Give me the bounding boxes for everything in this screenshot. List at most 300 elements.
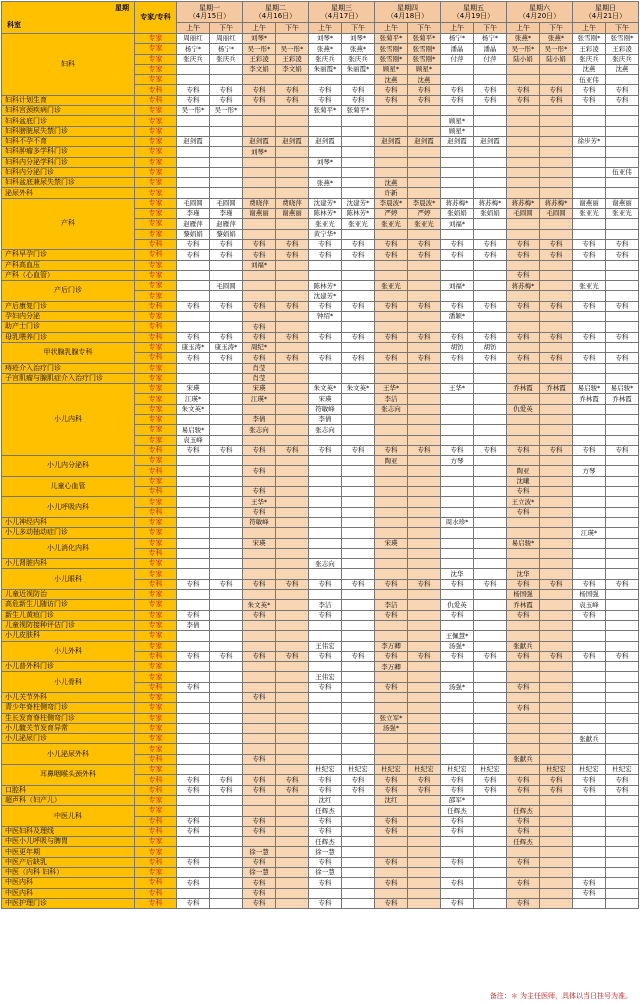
schedule-cell [507,414,540,424]
schedule-cell: 专科 [309,785,342,795]
schedule-cell: 胡钫 [474,342,507,352]
schedule-cell [276,672,309,682]
clinic-type: 专家 [135,795,177,805]
schedule-cell [474,641,507,651]
schedule-cell: 专科 [375,239,408,249]
schedule-cell: 张雪刚* [606,34,639,44]
schedule-cell [507,188,540,198]
schedule-cell [606,291,639,301]
schedule-cell [342,291,375,301]
schedule-cell: 专科 [507,95,540,105]
schedule-cell: 张庆兵 [210,54,243,64]
schedule-cell [408,373,441,383]
schedule-cell [276,548,309,558]
schedule-cell: 专科 [243,239,276,249]
clinic-type: 专家 [135,147,177,157]
schedule-cell: 专科 [474,332,507,342]
schedule-cell: 潘晶 [474,44,507,54]
schedule-cell: 专科 [474,250,507,260]
schedule-cell [342,188,375,198]
schedule-cell: 付萍 [441,54,474,64]
schedule-cell: 专科 [573,888,606,898]
schedule-cell [375,754,408,764]
department-name: 小儿神经内科 [2,517,135,527]
schedule-cell [474,260,507,270]
clinic-type: 专家 [135,404,177,414]
department-name: 中医更年期 [2,847,135,857]
schedule-cell [507,260,540,270]
schedule-cell [342,723,375,733]
schedule-cell [276,260,309,270]
table-row [2,600,639,610]
schedule-cell: 专科 [342,332,375,342]
schedule-cell: 毛圆圆 [210,281,243,291]
schedule-cell: 专科 [507,332,540,342]
schedule-cell: 专科 [474,85,507,95]
schedule-cell [342,312,375,322]
schedule-cell [606,373,639,383]
schedule-cell: 任辉杰 [309,837,342,847]
table-row [2,270,639,280]
schedule-cell: 张亚光 [573,209,606,219]
schedule-cell [177,806,210,816]
schedule-cell [606,281,639,291]
schedule-cell [177,744,210,754]
schedule-cell [276,898,309,908]
schedule-cell: 专科 [441,332,474,342]
schedule-cell [474,394,507,404]
schedule-cell [342,229,375,239]
schedule-cell: 方琴 [441,456,474,466]
schedule-cell [573,167,606,177]
schedule-cell: 专科 [243,95,276,105]
schedule-cell: 徐步芳* [573,136,606,146]
schedule-cell [540,754,573,764]
schedule-cell [342,363,375,373]
schedule-cell [606,312,639,322]
schedule-cell [408,703,441,713]
clinic-type: 专家 [135,44,177,54]
schedule-cell: 专科 [573,353,606,363]
schedule-cell [309,590,342,600]
table-row [2,806,639,816]
schedule-cell [210,682,243,692]
schedule-cell [606,517,639,527]
schedule-cell [243,682,276,692]
schedule-cell: 专科 [177,610,210,620]
schedule-cell [375,517,408,527]
schedule-cell [276,559,309,569]
schedule-cell: 张庆兵 [309,54,342,64]
schedule-cell [276,373,309,383]
department-name: 产科高血压 [2,260,135,270]
corner-dept-label: 科室 [7,21,21,29]
schedule-cell [342,548,375,558]
schedule-cell [606,229,639,239]
schedule-cell [408,312,441,322]
schedule-cell: 专科 [243,507,276,517]
schedule-cell [342,826,375,836]
schedule-cell: 易启骏* [606,384,639,394]
schedule-cell: 专科 [177,353,210,363]
schedule-cell [210,373,243,383]
schedule-cell: 蒋苏梅* [474,198,507,208]
department-name: 儿童近视防治 [2,590,135,600]
schedule-cell [177,538,210,548]
type-column-header: 专家/专科 [135,2,177,34]
schedule-cell [408,795,441,805]
clinic-type: 专家 [135,559,177,569]
department-name: 青少年脊柱侧弯门诊 [2,703,135,713]
schedule-cell: 张娟娟 [441,209,474,219]
schedule-cell [606,744,639,754]
schedule-cell: 王彩凌 [606,44,639,54]
schedule-cell [474,754,507,764]
schedule-cell: 谢燕丽 [606,198,639,208]
schedule-cell [309,373,342,383]
schedule-cell: 专科 [177,898,210,908]
schedule-cell [573,106,606,116]
schedule-cell [507,373,540,383]
schedule-cell [342,75,375,85]
schedule-cell: 杨国强 [507,590,540,600]
schedule-cell [309,497,342,507]
table-row [2,34,639,44]
schedule-cell [408,157,441,167]
schedule-cell [474,806,507,816]
schedule-cell [375,734,408,744]
schedule-cell [408,322,441,332]
schedule-cell [210,466,243,476]
schedule-cell [474,507,507,517]
clinic-type: 专科 [135,332,177,342]
table-row [2,590,639,600]
clinic-type: 专科 [135,826,177,836]
table-row [2,559,639,569]
schedule-cell [507,528,540,538]
schedule-cell [243,270,276,280]
schedule-cell [375,229,408,239]
schedule-cell [276,106,309,116]
schedule-cell [606,178,639,188]
department-name: 中医内科 [2,888,135,898]
schedule-cell: 专科 [243,332,276,342]
schedule-cell: 专科 [243,857,276,867]
schedule-cell [309,744,342,754]
schedule-cell [507,106,540,116]
schedule-cell [441,487,474,497]
schedule-cell [441,734,474,744]
schedule-cell [540,878,573,888]
department-name: 孕妇内分泌 [2,312,135,322]
schedule-cell [606,363,639,373]
schedule-cell [342,466,375,476]
schedule-cell: 专科 [177,445,210,455]
schedule-cell [573,631,606,641]
schedule-cell [573,538,606,548]
table-row [2,178,639,188]
schedule-cell: 杨宁* [177,44,210,54]
schedule-cell [276,414,309,424]
schedule-cell: 顾星* [441,116,474,126]
schedule-cell [540,590,573,600]
department-name: 高危新生儿随访门诊 [2,600,135,610]
schedule-cell [177,765,210,775]
schedule-cell: 专科 [342,301,375,311]
clinic-type: 专科 [135,466,177,476]
schedule-cell [309,888,342,898]
schedule-cell: 专科 [243,466,276,476]
schedule-cell [540,806,573,816]
schedule-cell [276,662,309,672]
schedule-cell: 陶亚 [375,456,408,466]
schedule-cell: 专科 [210,95,243,105]
schedule-cell: 专科 [474,95,507,105]
schedule-cell [309,270,342,280]
schedule-cell: 赵剑霞 [375,136,408,146]
schedule-cell: 蒋苏梅* [507,281,540,291]
schedule-cell: 专科 [276,85,309,95]
schedule-cell [342,754,375,764]
schedule-cell [507,631,540,641]
schedule-cell: 赵雁萍 [210,219,243,229]
schedule-cell [540,394,573,404]
schedule-cell [408,548,441,558]
schedule-cell [540,404,573,414]
schedule-cell [177,414,210,424]
day-name: 星期五 [463,3,484,12]
schedule-cell: 专科 [507,857,540,867]
schedule-cell [276,75,309,85]
schedule-cell [573,847,606,857]
schedule-cell [606,826,639,836]
table-row [2,888,639,898]
schedule-cell [243,456,276,466]
schedule-cell [342,507,375,517]
schedule-cell [342,538,375,548]
schedule-cell [507,178,540,188]
schedule-cell [540,610,573,620]
schedule-cell [276,456,309,466]
schedule-cell [606,847,639,857]
schedule-cell: 专科 [375,651,408,661]
schedule-cell: 沈燕 [375,178,408,188]
schedule-cell: 任辉杰 [441,806,474,816]
schedule-cell [540,569,573,579]
schedule-cell [243,559,276,569]
schedule-cell: 谢燕丽 [276,209,309,219]
schedule-cell [507,734,540,744]
schedule-cell: 专科 [540,250,573,260]
schedule-cell [507,126,540,136]
schedule-cell: 专科 [276,239,309,249]
department-name: 妇科内分泌学科门诊 [2,157,135,167]
schedule-cell [375,414,408,424]
am-header: 上午 [309,23,342,34]
schedule-cell [309,75,342,85]
clinic-type: 专家 [135,281,177,291]
schedule-cell: 专科 [342,579,375,589]
schedule-cell: 专科 [243,816,276,826]
schedule-cell: 专科 [507,487,540,497]
schedule-cell: 专科 [243,610,276,620]
schedule-cell [210,765,243,775]
schedule-cell: 伍亚伟 [573,75,606,85]
schedule-cell: 易启骏* [177,425,210,435]
schedule-cell: 乔林霞 [507,384,540,394]
clinic-type: 专科 [135,754,177,764]
schedule-cell [276,620,309,630]
department-name: 中医内科 [2,878,135,888]
schedule-cell: 王立波* [507,497,540,507]
schedule-cell [573,868,606,878]
schedule-cell [177,703,210,713]
schedule-cell: 乔林霞 [606,394,639,404]
schedule-cell: 李倩 [177,620,210,630]
schedule-cell [540,136,573,146]
schedule-cell [243,528,276,538]
schedule-cell: 张雪刚* [408,54,441,64]
schedule-cell [441,178,474,188]
schedule-cell: 朱文英* [177,404,210,414]
schedule-cell [177,590,210,600]
schedule-cell [441,64,474,74]
table-row [2,610,639,620]
schedule-cell: 专科 [507,785,540,795]
schedule-cell [375,106,408,116]
schedule-cell: 汤强* [375,723,408,733]
schedule-cell: 张庆兵 [573,54,606,64]
schedule-cell: 专科 [243,693,276,703]
schedule-cell [573,147,606,157]
day-name: 星期二 [265,3,286,12]
schedule-cell [342,167,375,177]
table-row [2,126,639,136]
schedule-cell: 周水珍* [441,517,474,527]
schedule-cell: 李瑾 [177,209,210,219]
table-row [2,620,639,630]
schedule-cell [177,476,210,486]
schedule-cell [243,281,276,291]
schedule-cell [573,826,606,836]
schedule-cell [375,559,408,569]
schedule-cell [507,435,540,445]
schedule-cell [441,435,474,445]
pm-header: 下午 [408,23,441,34]
schedule-cell [342,816,375,826]
schedule-cell: 专科 [606,250,639,260]
schedule-cell [441,507,474,517]
schedule-cell [474,703,507,713]
schedule-cell [177,363,210,373]
department-name: 泌尿外科 [2,188,135,198]
schedule-cell: 毛圆圆 [507,209,540,219]
schedule-cell [177,662,210,672]
schedule-cell: 刘琴* [309,157,342,167]
schedule-cell [210,641,243,651]
department-name: 小儿消化内科 [2,538,135,559]
schedule-cell: 专科 [540,651,573,661]
schedule-cell [276,281,309,291]
schedule-cell: 谢燕丽 [243,209,276,219]
day-header [573,2,639,23]
schedule-cell [573,693,606,703]
schedule-cell: 吴一彤* [507,44,540,54]
schedule-cell [177,487,210,497]
schedule-cell [210,517,243,527]
schedule-cell [177,178,210,188]
schedule-cell [540,322,573,332]
schedule-cell [243,476,276,486]
schedule-cell [177,548,210,558]
schedule-cell [606,538,639,548]
schedule-cell: 朱丽霞* [309,64,342,74]
schedule-cell: 沈燕 [606,64,639,74]
schedule-cell [408,878,441,888]
schedule-cell [540,641,573,651]
table-row [2,672,639,682]
schedule-cell [441,414,474,424]
table-row [2,538,639,548]
schedule-cell [309,703,342,713]
schedule-cell [540,672,573,682]
schedule-cell [474,723,507,733]
schedule-cell: 专科 [606,785,639,795]
schedule-cell [540,487,573,497]
clinic-type: 专家 [135,806,177,816]
schedule-cell: 张亚光 [606,209,639,219]
schedule-cell [276,425,309,435]
clinic-type: 专科 [135,682,177,692]
schedule-cell: 专科 [243,754,276,764]
schedule-cell: 专科 [573,332,606,342]
clinic-type: 专家 [135,198,177,208]
schedule-cell [573,425,606,435]
table-row [2,250,639,260]
schedule-cell [243,548,276,558]
schedule-cell [573,126,606,136]
schedule-cell [441,538,474,548]
schedule-cell [474,291,507,301]
department-name: 新生儿黄疸门诊 [2,610,135,620]
schedule-cell: 陶亚 [507,466,540,476]
schedule-cell [210,837,243,847]
schedule-cell [342,528,375,538]
schedule-cell: 杜纪宏 [408,765,441,775]
schedule-cell [177,795,210,805]
schedule-cell: 宋瑛 [177,384,210,394]
schedule-cell: 陆小娟 [507,54,540,64]
schedule-cell [210,590,243,600]
table-row [2,878,639,888]
schedule-cell: 杨宁* [210,44,243,54]
schedule-cell [408,610,441,620]
schedule-cell [507,765,540,775]
schedule-cell: 专科 [441,857,474,867]
schedule-cell [441,106,474,116]
schedule-cell [507,157,540,167]
clinic-type: 专家 [135,538,177,548]
table-row [2,332,639,342]
department-name: 妇科内分泌门诊 [2,167,135,177]
schedule-cell [507,147,540,157]
schedule-cell: 专科 [375,445,408,455]
schedule-cell [177,837,210,847]
clinic-type: 专家 [135,703,177,713]
pm-header: 下午 [474,23,507,34]
schedule-cell: 专科 [375,301,408,311]
schedule-cell [210,559,243,569]
